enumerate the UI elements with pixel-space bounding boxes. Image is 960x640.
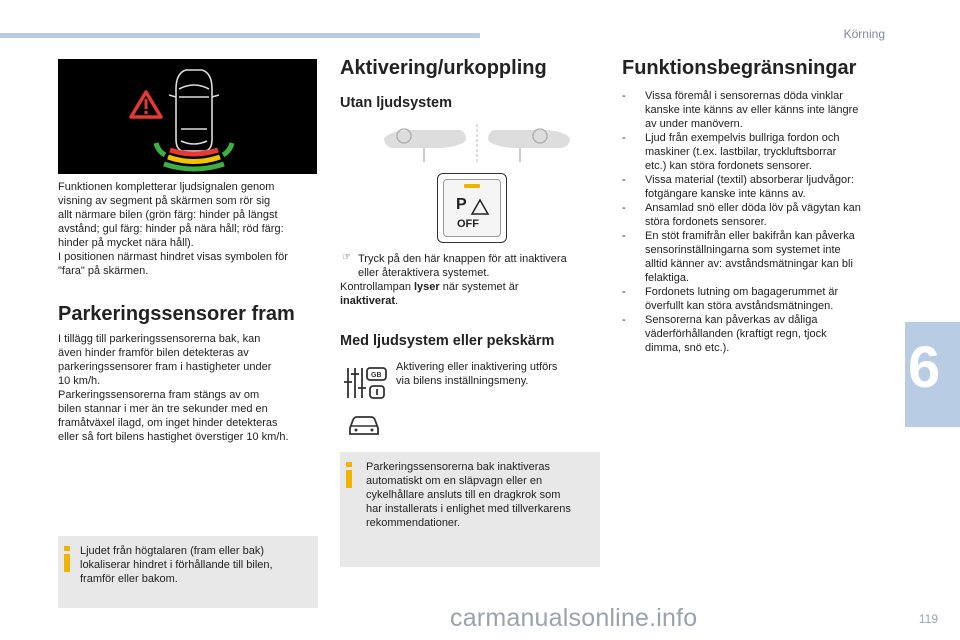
text-line: rekommendationer.: [366, 517, 461, 529]
text-line: Aktivering eller inaktivering utförs: [396, 361, 558, 373]
chapter-number: 6: [908, 335, 941, 400]
text-line: parkeringssensorer fram i hastigheter under: [58, 361, 272, 373]
text-line: via bilens inställningsmeny.: [396, 375, 529, 387]
warning-triangle-icon: [131, 92, 161, 117]
text-line: "fara" på skärmen.: [58, 265, 149, 277]
info-box-speaker: [58, 536, 318, 608]
list-item: - Ansamlad snö eller döda löv på vägytan kan störa fordonets sensorer.: [622, 201, 892, 229]
text-line: 10 km/h.: [58, 375, 101, 387]
list-item: - Fordonets lutning om bagagerummet är överfullt kan störa avståndsmätningen.: [622, 285, 892, 313]
page-number: 119: [918, 612, 938, 626]
sensor-segments: [156, 143, 232, 169]
text-line: Parkeringssensorerna fram stängs av om: [58, 389, 260, 401]
text-line: eller återaktivera systemet.: [358, 267, 490, 279]
press-instruction: ☞ Tryck på den här knappen för att inaktivera eller återaktivera systemet. Kontrollampan lyser när systemet är inaktiverat.: [340, 252, 567, 307]
list-item: - Vissa material (textil) absorberar ljudvågor: fotgängare kanske inte känns av.: [622, 173, 892, 201]
subtitle-with-audio: Med ljudsystem eller pekskärm: [340, 333, 555, 349]
section-title-limitations: Funktionsbegränsningar: [622, 57, 857, 79]
limitations-list: [622, 89, 892, 355]
text-line: automatiskt om en släpvagn eller en: [366, 475, 543, 487]
watermark: carmanualsonline.info: [450, 604, 698, 632]
text-line: Parkeringssensorerna bak inaktiveras: [366, 461, 551, 473]
sensor-waves-icon: [470, 198, 490, 216]
info-icon: [64, 546, 70, 572]
text-line: Tryck på den här knappen för att inaktivera: [358, 253, 567, 265]
header-accent-bar: [0, 33, 480, 38]
car-top-view-illustration: [58, 59, 317, 174]
indicator-lamp: [464, 184, 480, 188]
text-line: avstånd; gul färg: hinder på nära håll; röd färg:: [58, 223, 284, 235]
text-line: även hinder framför bilen detekteras av: [58, 347, 249, 359]
section-title-activation: Aktivering/urkoppling: [340, 57, 547, 79]
text-line: I positionen närmast hindret visas symbolen för: [58, 251, 288, 263]
dashboard-illustration: [382, 122, 572, 164]
text-line: hinder på mycket nära håll).: [58, 237, 194, 249]
text-line: bilen stannar i mer än tre sekunder med en: [58, 403, 268, 415]
text-line: cykelhållare ansluts till en dragkrok som: [366, 489, 561, 501]
list-item: - Sensorerna kan påverkas av dåliga väderförhållanden (kraftigt regn, tjock dimma, snö etc.).: [622, 313, 892, 355]
settings-menu-icon: [342, 362, 390, 402]
car-icon: [169, 70, 219, 151]
text-line: har installerats i enlighet med tillverkarens: [366, 503, 571, 515]
intro-paragraph: [58, 180, 320, 278]
car-settings-icon: [347, 414, 381, 438]
front-sensors-paragraph: [58, 332, 323, 444]
button-off-label: OFF: [457, 218, 479, 230]
text-line: Ljudet från högtalaren (fram eller bak): [80, 545, 265, 557]
chapter-title: Körning: [843, 27, 885, 41]
text-line: allt närmare bilen (grön färg: hinder på längst: [58, 209, 278, 221]
pointer-icon: ☞: [342, 252, 351, 263]
park-p-symbol: P: [456, 196, 467, 213]
svg-text:GB: GB: [371, 372, 382, 379]
text-line: lokaliserar hindret i förhållande till bilen,: [80, 559, 273, 571]
list-item: - En stöt framifrån eller bakifrån kan påverka sensorinställningarna som systemet inte alltid känner av: avståndsmätningar kan bli felaktiga.: [622, 229, 892, 285]
list-item: - Vissa föremål i sensorernas döda vinklar kanske inte känns av eller känns inte längre av under manövern.: [622, 89, 892, 131]
list-item: - Ljud från exempelvis bullriga fordon och maskiner (t.ex. lastbilar, tryckluftsborrar etc.) kan störa fordonets sensorer.: [622, 131, 892, 173]
menu-instruction: [396, 360, 596, 388]
parking-sensor-display-image: [58, 59, 317, 174]
text-line: eller så fort bilens hastighet överstiger 10 km/h.: [58, 431, 289, 443]
info-icon: [346, 462, 352, 488]
text-line: framåtväxel ilagd, om inget hinder detekteras: [58, 417, 278, 429]
section-title-front-sensors: Parkeringssensorer fram: [58, 303, 295, 325]
text-line: Funktionen kompletterar ljudsignalen genom: [58, 181, 275, 193]
text-line: framför eller bakom.: [80, 573, 178, 585]
dashboard-icon: [382, 122, 572, 164]
subtitle-without-audio: Utan ljudsystem: [340, 95, 452, 111]
text-line: I tillägg till parkeringssensorerna bak, kan: [58, 333, 261, 345]
park-assist-off-button[interactable]: [437, 173, 507, 243]
info-box-trailer: [340, 452, 600, 567]
text-line: visning av segment på skärmen som rör sig: [58, 195, 271, 207]
chapter-tab: [905, 322, 960, 427]
